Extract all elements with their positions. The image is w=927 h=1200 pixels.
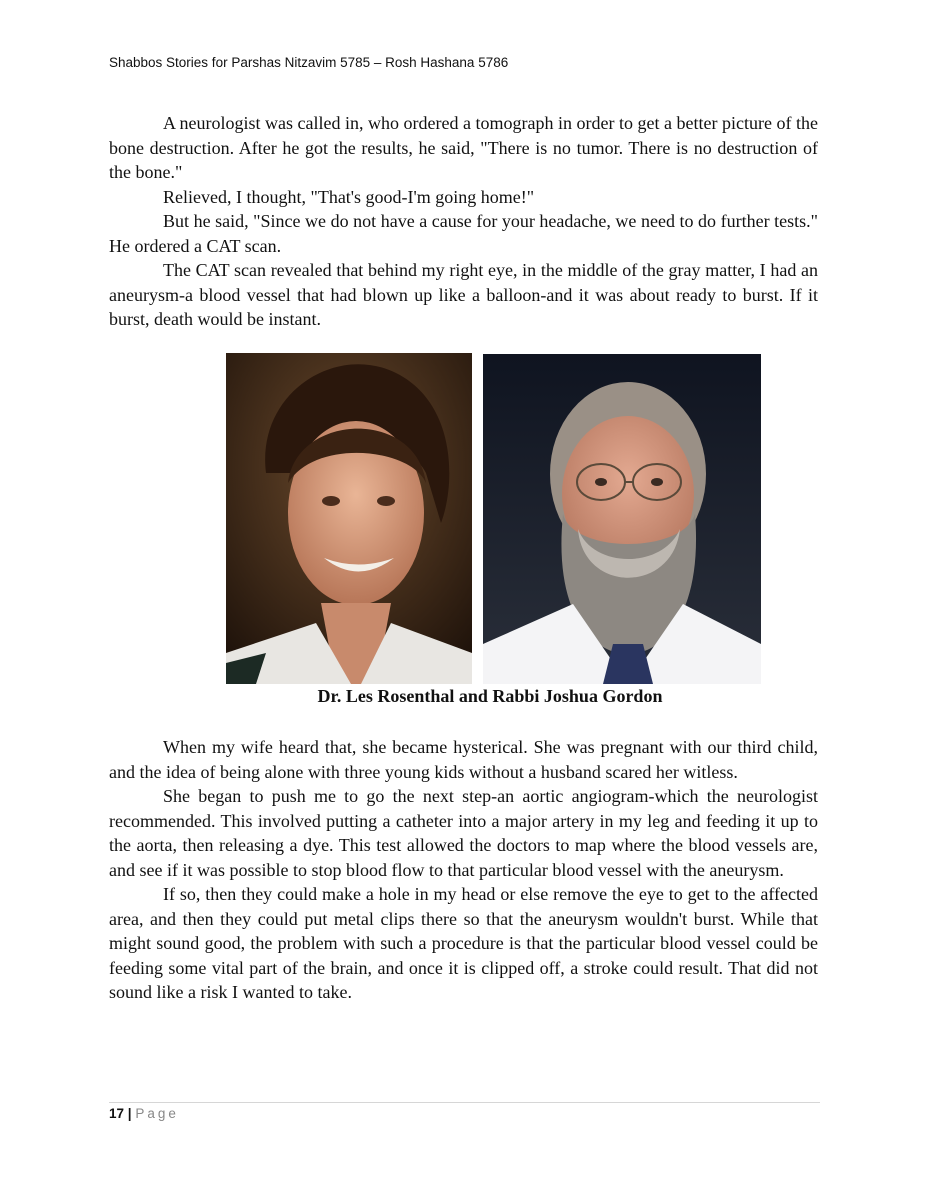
paragraph: If so, then they could make a hole in my head or else remove the eye to get to the affected area, and then they could put metal clips there so that the aneurysm wouldn't burst. While that might sound good, the problem with such a procedure is that the particular blood vessel could be feeding some vital part of the brain, and once it is clipped off, a stroke could result. That did not sound like a risk I wanted to take. [109, 884, 818, 1002]
body-text-bottom [109, 735, 818, 1005]
running-header: Shabbos Stories for Parshas Nitzavim 5785 – Rosh Hashana 5786 [109, 55, 509, 70]
paragraph: A neurologist was called in, who ordered a tomograph in order to get a better picture of the bone destruction. After he got the results, he said, "There is no tumor. There is no destruction of the bone." [109, 113, 818, 182]
paragraph: When my wife heard that, she became hysterical. She was pregnant with our third child, and the idea of being alone with three young kids without a husband scared her witless. [109, 737, 818, 782]
page-number: 17 [109, 1106, 125, 1121]
paragraph: Relieved, I thought, "That's good-I'm going home!" [163, 186, 535, 207]
page-label: Page [135, 1106, 179, 1121]
footer-divider [109, 1102, 820, 1103]
footer-separator: | [127, 1106, 132, 1121]
photo-rabbi-joshua-gordon [483, 354, 761, 684]
paragraph: She began to push me to go the next step-an aortic angiogram-which the neurologist recommended. This involved putting a catheter into a major artery in my leg and feeding it up to the aorta, then releasing a dye. This test allowed the doctors to map where the blood vessels are, and see if it was possible to stop blood flow to that particular blood vessel with the aneurysm. [109, 786, 818, 880]
portrait-bearded-man-image [483, 354, 761, 684]
paragraph: But he said, "Since we do not have a cause for your headache, we need to do further tests." He ordered a CAT scan. [109, 211, 818, 256]
portrait-young-man-image [226, 353, 472, 684]
photo-caption: Dr. Les Rosenthal and Rabbi Joshua Gordon [317, 686, 663, 706]
paragraph: The CAT scan revealed that behind my right eye, in the middle of the gray matter, I had an aneurysm-a blood vessel that had blown up like a balloon-and it was about ready to burst. If it burst, death would be instant. [109, 260, 818, 329]
photo-dr-les-rosenthal [226, 353, 472, 684]
body-text-top [109, 111, 818, 332]
page-footer [109, 1106, 179, 1121]
